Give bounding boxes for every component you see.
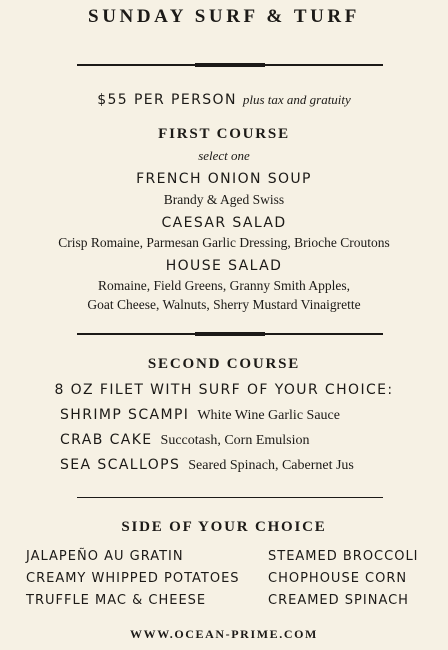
price-line (0, 92, 448, 109)
dish-description: Goat Cheese, Walnuts, Sherry Mustard Vinaigrette (87, 297, 361, 312)
surf-choice (60, 456, 354, 474)
choice-description: White Wine Garlic Sauce (197, 408, 340, 423)
dish-description: Brandy & Aged Swiss (163, 192, 285, 207)
dish-description: Romaine, Field Greens, Granny Smith Apples, (98, 278, 350, 293)
price-note: plus tax and gratuity (242, 92, 351, 107)
price-amount: $55 PER PERSON (97, 92, 237, 108)
sides-heading: SIDE OF YOUR CHOICE (121, 519, 327, 535)
dish-name: HOUSE SALAD (165, 258, 283, 274)
surf-choice (60, 406, 340, 424)
dish-name: CAESAR SALAD (161, 215, 287, 231)
side-item: CREAMY WHIPPED POTATOES (26, 571, 240, 586)
second-course-intro: 8 OZ FILET WITH SURF OF YOUR CHOICE: (54, 382, 394, 398)
first-course-note: select one (198, 148, 250, 163)
choice-description: Succotash, Corn Emulsion (160, 433, 310, 448)
side-item: JALAPEÑO AU GRATIN (26, 549, 184, 564)
choice-name: SHRIMP SCAMPI (60, 407, 190, 423)
menu-title: SUNDAY SURF & TURF (88, 6, 360, 27)
website-link[interactable]: WWW.OCEAN-PRIME.COM (130, 627, 318, 641)
side-item: CHOPHOUSE CORN (268, 571, 408, 586)
dish-name: FRENCH ONION SOUP (136, 171, 312, 187)
side-item: STEAMED BROCCOLI (268, 549, 419, 564)
divider (77, 333, 383, 335)
surf-choice (60, 431, 309, 449)
choice-name: CRAB CAKE (60, 432, 153, 448)
first-course-heading: FIRST COURSE (158, 126, 290, 142)
choice-name: SEA SCALLOPS (60, 457, 181, 473)
side-item: TRUFFLE MAC & CHEESE (26, 593, 207, 608)
side-item: CREAMED SPINACH (268, 593, 409, 608)
dish-description: Crisp Romaine, Parmesan Garlic Dressing, Brioche Croutons (58, 235, 390, 250)
second-course-heading: SECOND COURSE (147, 356, 301, 372)
divider (77, 64, 383, 66)
choice-description: Seared Spinach, Cabernet Jus (188, 458, 354, 473)
divider-thin (77, 497, 383, 498)
